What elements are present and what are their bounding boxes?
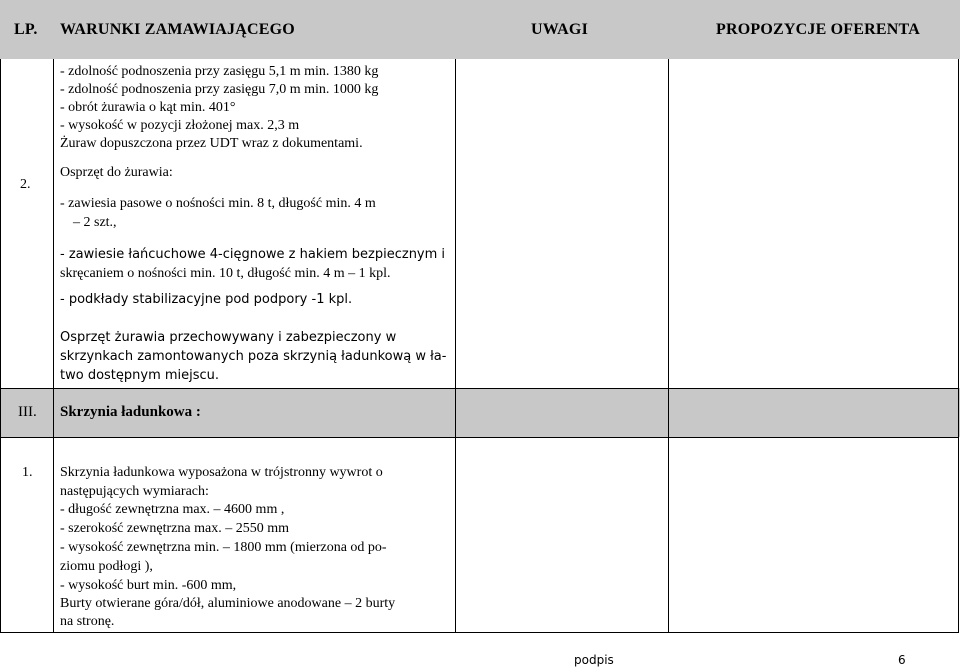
spec-line: - zdolność podnoszenia przy zasięgu 5,1 m min. 1380 kg bbox=[60, 64, 379, 79]
spec-line: - długość zewnętrzna max. – 4600 mm , bbox=[60, 502, 285, 517]
row-number: 1. bbox=[22, 465, 33, 480]
spec-line: Burty otwierane góra/dół, aluminiowe anodowane – 2 burty bbox=[60, 596, 396, 611]
spec-line: – 2 szt., bbox=[73, 215, 117, 230]
header-lp: LP. bbox=[14, 20, 38, 38]
table-row-divider bbox=[0, 437, 959, 438]
spec-line: - zdolność podnoszenia przy zasięgu 7,0 m min. 1000 kg bbox=[60, 82, 379, 97]
section-title: Skrzynia ładunkowa : bbox=[60, 404, 201, 420]
spec-line: - wysokość zewnętrzna min. – 1800 mm (mierzona od po- bbox=[60, 540, 387, 555]
spec-line: - szerokość zewnętrzna max. – 2550 mm bbox=[60, 521, 289, 536]
spec-line: skręcaniem o nośności min. 10 t, długość min. 4 m – 1 kpl. bbox=[60, 266, 391, 281]
spec-line: następujących wymiarach: bbox=[60, 484, 209, 499]
spec-line: skrzynkach zamontowanych poza skrzynią ładunkową w ła- bbox=[60, 349, 447, 364]
spec-line: - podkłady stabilizacyjne pod podpory -1 kpl. bbox=[60, 292, 353, 307]
table-divider-propozycje bbox=[668, 59, 669, 633]
footer-podpis: podpis bbox=[574, 653, 614, 667]
spec-line: - zawiesie łańcuchowe 4-cięgnowe z hakiem bezpiecznym i bbox=[60, 247, 446, 262]
spec-line: two dostępnym miejscu. bbox=[60, 368, 220, 383]
header-uwagi: UWAGI bbox=[531, 20, 589, 38]
table-border-bottom bbox=[0, 632, 959, 633]
spec-line: - wysokość w pozycji złożonej max. 2,3 m bbox=[60, 118, 300, 133]
page-number: 6 bbox=[898, 653, 906, 667]
spec-line: ziomu podłogi ), bbox=[60, 559, 153, 574]
spec-line: Osprzęt żurawia przechowywany i zabezpieczony w bbox=[60, 330, 397, 345]
spec-line: - obrót żurawia o kąt min. 401° bbox=[60, 100, 236, 115]
spec-line: Skrzynia ładunkowa wyposażona w trójstronny wywrot o bbox=[60, 465, 383, 480]
spec-line: - wysokość burt min. -600 mm, bbox=[60, 578, 237, 593]
table-divider-uwagi bbox=[455, 59, 456, 633]
spec-line: Żuraw dopuszczona przez UDT wraz z dokumentami. bbox=[60, 136, 363, 151]
table-border-left bbox=[0, 59, 1, 633]
osprzet-title: Osprzęt do żurawia: bbox=[60, 165, 173, 180]
section-number: III. bbox=[18, 404, 37, 420]
header-propozycje: PROPOZYCJE OFERENTA bbox=[716, 20, 920, 38]
table-border-right bbox=[958, 59, 959, 633]
spec-line: - zawiesia pasowe o nośności min. 8 t, długość min. 4 m bbox=[60, 196, 376, 211]
row-number: 2. bbox=[20, 177, 31, 192]
spec-line: na stronę. bbox=[60, 614, 115, 629]
header-warunki: WARUNKI ZAMAWIAJĄCEGO bbox=[60, 20, 295, 38]
table-row-divider bbox=[0, 388, 959, 389]
table-divider-lp bbox=[53, 59, 54, 633]
